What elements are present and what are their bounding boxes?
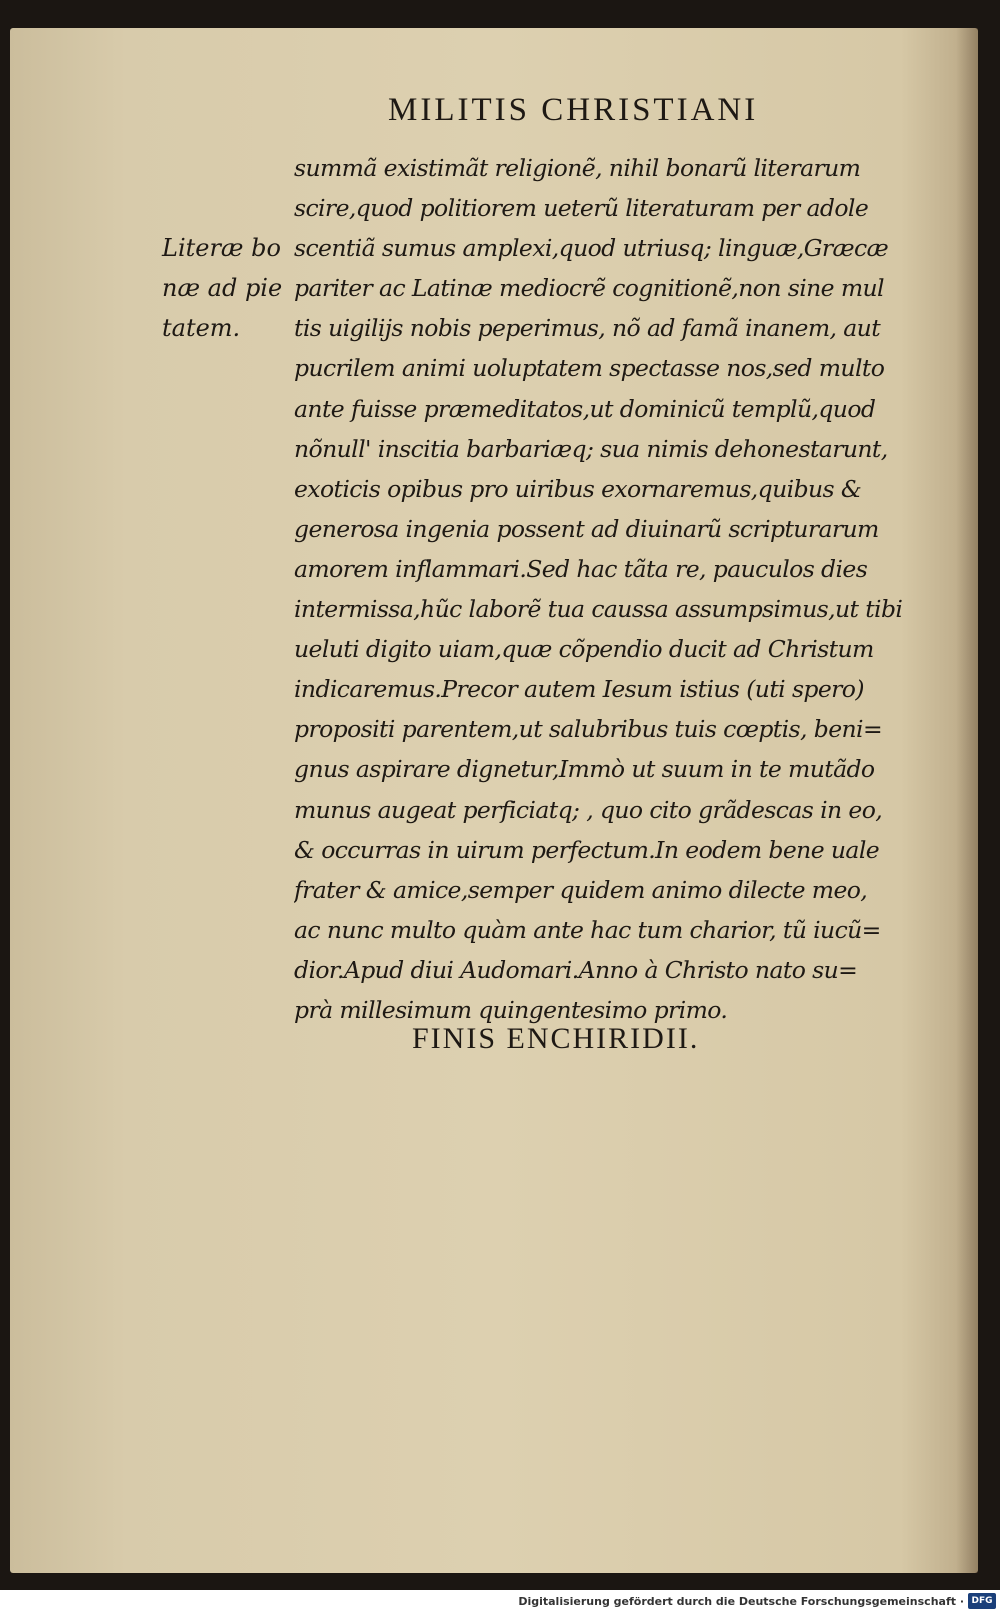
- marginal-note-line: tatem.: [162, 314, 241, 342]
- text-line: pucrilem animi uoluptatem spectasse nos,sed multo: [294, 354, 885, 383]
- text-line: amorem inflammari.Sed hac tãta re, pauculos dies: [294, 554, 868, 583]
- text-line: generosa ingenia possent ad diuinarũ scripturarum: [294, 514, 879, 543]
- funding-credit: Digitalisierung gefördert durch die Deutsche Forschungsgemeinschaft ·: [518, 1595, 964, 1608]
- text-line: exoticis opibus pro uiribus exornaremus,quibus &: [294, 474, 862, 503]
- closing-title: FINIS ENCHIRIDII.: [412, 1022, 700, 1055]
- text-line: gnus aspirare dignetur,Immò ut suum in te mutãdo: [294, 755, 875, 784]
- text-line: frater & amice,semper quidem animo dilecte meo,: [294, 875, 868, 904]
- footer-bar: [0, 1590, 1000, 1616]
- marginal-note-line: næ ad pie: [162, 274, 283, 302]
- page-edge-shadow: [956, 28, 978, 1573]
- text-line: propositi parentem,ut salubribus tuis cœptis, beni=: [294, 715, 883, 744]
- text-line: summã existimãt religionẽ, nihil bonarũ literarum: [294, 154, 861, 182]
- text-line: pariter ac Latinæ mediocrẽ cognitionẽ,non sine mul: [294, 274, 884, 303]
- marginal-note: [162, 228, 292, 348]
- text-line: scentiã sumus amplexi,quod utriusq; linguæ,Græcæ: [294, 234, 889, 263]
- text-line: & occurras in uirum perfectum.In eodem bene uale: [294, 835, 880, 864]
- text-line: dior.Apud diui Audomari.Anno à Christo nato su=: [294, 955, 858, 984]
- text-line: scire,quod politiorem ueterũ literaturam per adole: [294, 194, 869, 223]
- marginal-note-line: Literæ bo: [162, 234, 281, 262]
- text-line: ueluti digito uiam,quæ cõpendio ducit ad Christum: [294, 635, 874, 664]
- text-line: ante fuisse præmeditatos,ut dominicũ templũ,quod: [294, 394, 876, 423]
- text-line: munus augeat perficiatq; , quo cito grãdescas in eo,: [294, 795, 883, 824]
- text-line: ac nunc multo quàm ante hac tum charior, tũ iucũ=: [294, 915, 881, 944]
- text-line: prà millesimum quingentesimo primo.: [294, 995, 728, 1024]
- text-line: intermissa,hũc laborẽ tua caussa assumpsimus,ut tibi: [294, 595, 903, 624]
- running-head: MILITIS CHRISTIANI: [388, 92, 759, 128]
- text-line: nõnull' inscitia barbariæq; sua nimis dehonestarunt,: [294, 434, 888, 463]
- body-text: [294, 148, 944, 1030]
- dfg-logo-icon[interactable]: DFG: [968, 1593, 996, 1609]
- text-line: indicaremus.Precor autem Iesum istius (uti spero): [294, 675, 864, 704]
- text-line: tis uigilijs nobis peperimus, nõ ad famã inanem, aut: [294, 314, 881, 343]
